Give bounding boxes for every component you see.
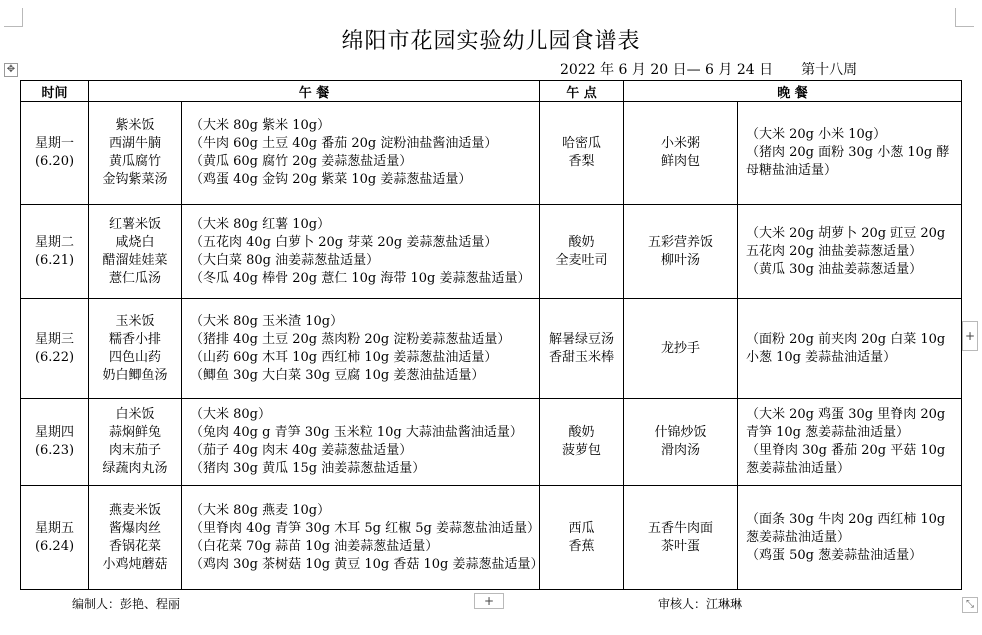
- lunch-details-cell-line: （大米 80g 红薯 10g）: [190, 216, 331, 232]
- lunch-details-cell-line: （猪肉 30g 黄瓜 15g 油姜蒜葱盐适量）: [190, 461, 426, 476]
- lunch-details-cell-line: （山药 60g 木耳 10g 西红柿 10g 姜蒜葱盐油适量）: [190, 349, 498, 365]
- lunch-details-cell-line: （大米 80g 紫米 10g）: [190, 118, 331, 133]
- lunch-details-cell-line: （大白菜 80g 油姜蒜葱盐适量）: [190, 252, 380, 268]
- lunch-dishes-cell-line: 醋溜娃娃菜: [102, 252, 168, 268]
- dinner-dishes-cell-line: 鲜肉包: [660, 154, 700, 169]
- col-header-snack: 午 点: [540, 81, 624, 102]
- lunch-details-cell-line: （黄瓜 60g 腐竹 20g 姜蒜葱盐适量）: [190, 154, 413, 169]
- lunch-details-cell-line: （猪排 40g 土豆 20g 蒸肉粉 20g 淀粉姜蒜葱盐适量）: [190, 331, 511, 347]
- lunch-details-cell-line: （大米 80g 燕麦 10g）: [190, 502, 331, 518]
- lunch-dishes-cell-line: 咸烧白: [115, 234, 155, 250]
- lunch-details-cell-line: （白花菜 70g 蒜苗 10g 油姜蒜葱盐适量）: [190, 538, 439, 554]
- date-label: (6.22): [34, 349, 75, 365]
- snack-cell-line: 香梨: [568, 154, 595, 169]
- snack-cell: [540, 102, 624, 205]
- dinner-dishes-cell: [624, 102, 738, 205]
- lunch-dishes-cell-line: 小鸡炖蘑菇: [102, 556, 168, 572]
- dinner-details-cell-line: （面粉 20g 前夹肉 20g 白菜 10g 小葱 10g 姜蒜盐油适量）: [746, 331, 946, 365]
- reviewer: 审核人：江琳琳: [658, 597, 743, 611]
- lunch-details-cell-line: （鸡蛋 40g 金钩 20g 紫菜 10g 姜蒜葱盐适量）: [190, 172, 472, 187]
- table-row: [21, 205, 962, 299]
- compiler: 编制人：彭艳、程丽: [72, 597, 181, 611]
- day-cell: [21, 205, 89, 299]
- lunch-details-cell-line: （冬瓜 40g 棒骨 20g 薏仁 10g 海带 10g 姜蒜葱盐适量）: [190, 270, 531, 286]
- dinner-details-cell-line: （大米 20g 鸡蛋 30g 里脊肉 20g 青笋 10g 葱姜蒜盐油适量）: [746, 407, 946, 440]
- lunch-dishes-cell: [89, 102, 182, 205]
- lunch-details-cell: [182, 299, 540, 399]
- dinner-dishes-cell-line: 小米粥: [660, 136, 700, 151]
- date-label: (6.20): [34, 154, 75, 169]
- dinner-details-cell: [738, 399, 962, 486]
- lunch-dishes-cell-line: 红薯米饭: [108, 216, 161, 232]
- lunch-dishes-cell-line: 燕麦米饭: [108, 502, 161, 518]
- lunch-dishes-cell-line: 奶白鲫鱼汤: [102, 367, 168, 383]
- add-column-button[interactable]: +: [962, 321, 978, 351]
- date-line: [560, 59, 857, 79]
- lunch-details-cell-line: （兔肉 40g g 青笋 30g 玉米粒 10g 大蒜油盐酱油适量）: [190, 425, 523, 440]
- date-label: (6.23): [34, 443, 75, 458]
- page-title: 绵阳市花园实验幼儿园食谱表: [341, 29, 641, 54]
- day-cell: [21, 399, 89, 486]
- dinner-details-cell-line: （猪肉 20g 面粉 30g 小葱 10g 酵母糖盐油适量）: [746, 145, 950, 178]
- dinner-dishes-cell: [624, 486, 738, 590]
- lunch-details-cell-line: （大米 80g）: [190, 407, 271, 422]
- dinner-details-cell-line: （鸡蛋 50g 葱姜蒜盐油适量）: [746, 547, 923, 563]
- snack-cell-line: 香甜玉米棒: [548, 349, 614, 365]
- dinner-details-cell-line: （大米 20g 小米 10g）: [746, 127, 887, 142]
- col-header-lunch: 午 餐: [89, 81, 540, 102]
- lunch-dishes-cell-line: 玉米饭: [115, 313, 155, 329]
- snack-cell-line: 西瓜: [568, 520, 595, 536]
- snack-cell-line: 解暑绿豆汤: [548, 331, 614, 347]
- dinner-dishes-cell-line: 五彩营养饭: [647, 234, 713, 250]
- weekday-label: 星期一: [34, 136, 74, 151]
- lunch-dishes-cell-line: 薏仁瓜汤: [108, 270, 161, 286]
- snack-cell-line: 酸奶: [568, 425, 595, 440]
- snack-cell-line: 哈密瓜: [561, 136, 601, 151]
- snack-cell: [540, 399, 624, 486]
- weekday-label: 星期三: [34, 331, 74, 347]
- menu-table: [20, 80, 962, 590]
- dinner-details-cell: [738, 205, 962, 299]
- date-label: (6.21): [34, 252, 75, 268]
- dinner-details-cell-line: （面条 30g 牛肉 20g 西红柿 10g 葱姜蒜盐油适量）: [746, 511, 946, 545]
- lunch-details-cell-line: （鸡肉 30g 茶树菇 10g 黄豆 10g 香菇 10g 姜蒜葱盐适量）: [190, 556, 544, 572]
- add-row-button[interactable]: +: [474, 593, 504, 609]
- table-row: [21, 102, 962, 205]
- dinner-details-cell-line: （黄瓜 30g 油盐姜蒜葱适量）: [746, 261, 923, 277]
- lunch-dishes-cell-line: 金钩紫菜汤: [102, 172, 168, 187]
- date-range: 2022 年 6 月 20 日— 6 月 24 日: [560, 62, 774, 78]
- weekday-label: 星期二: [34, 234, 74, 250]
- lunch-dishes-cell: [89, 299, 182, 399]
- dinner-dishes-cell: [624, 205, 738, 299]
- lunch-dishes-cell-line: 肉末茄子: [108, 443, 161, 458]
- table-resize-handle-icon[interactable]: ⤡: [962, 597, 978, 613]
- dinner-dishes-cell: [624, 399, 738, 486]
- dinner-dishes-cell-line: 柳叶汤: [660, 252, 700, 268]
- col-header-dinner: 晚 餐: [624, 81, 962, 102]
- lunch-details-cell: [182, 102, 540, 205]
- snack-cell-line: 菠萝包: [561, 443, 601, 458]
- table-row: [21, 399, 962, 486]
- lunch-dishes-cell-line: 白米饭: [115, 407, 155, 422]
- lunch-dishes-cell-line: 四色山药: [108, 349, 161, 365]
- lunch-details-cell-line: （里脊肉 40g 青笋 30g 木耳 5g 红椒 5g 姜蒜葱盐油适量）: [190, 520, 540, 536]
- lunch-dishes-cell-line: 香锅花菜: [108, 538, 161, 554]
- table-row: [21, 299, 962, 399]
- dinner-details-cell-line: （大米 20g 胡萝卜 20g 豇豆 20g 五花肉 20g 油盐姜蒜葱适量）: [746, 225, 946, 259]
- weekday-label: 星期四: [34, 425, 74, 440]
- lunch-details-cell-line: （茄子 40g 肉末 40g 姜蒜葱盐适量）: [190, 443, 413, 458]
- lunch-details-cell-line: （牛肉 60g 土豆 40g 番茄 20g 淀粉油盐酱油适量）: [190, 136, 498, 151]
- lunch-details-cell-line: （大米 80g 玉米渣 10g）: [190, 313, 344, 329]
- lunch-dishes-cell: [89, 399, 182, 486]
- lunch-dishes-cell-line: 紫米饭: [115, 118, 155, 133]
- lunch-dishes-cell-line: 西湖牛腩: [108, 136, 161, 151]
- snack-cell-line: 酸奶: [568, 234, 595, 250]
- lunch-dishes-cell-line: 蒜焖鲜兔: [108, 425, 161, 440]
- date-label: (6.24): [34, 538, 75, 554]
- dinner-dishes-cell: [624, 299, 738, 399]
- snack-cell-line: 香蕉: [568, 538, 595, 554]
- snack-cell: [540, 486, 624, 590]
- lunch-dishes-cell: [89, 205, 182, 299]
- lunch-dishes-cell: [89, 486, 182, 590]
- dinner-dishes-cell-line: 什锦炒饭: [654, 425, 707, 440]
- day-cell: [21, 486, 89, 590]
- header-row: [21, 81, 962, 102]
- snack-cell: [540, 205, 624, 299]
- lunch-dishes-cell-line: 绿蔬肉丸汤: [102, 461, 168, 476]
- dinner-dishes-cell-line: 茶叶蛋: [660, 538, 700, 554]
- dinner-dishes-cell-line: 滑肉汤: [660, 443, 700, 458]
- dinner-details-cell-line: （里脊肉 30g 番茄 20g 平菇 10g 葱姜蒜盐油适量）: [746, 443, 946, 476]
- dinner-dishes-cell-line: 龙抄手: [660, 340, 700, 356]
- snack-cell: [540, 299, 624, 399]
- dinner-details-cell: [738, 299, 962, 399]
- col-header-time: 时间: [21, 81, 89, 102]
- lunch-details-cell: [182, 205, 540, 299]
- lunch-details-cell: [182, 399, 540, 486]
- dinner-dishes-cell-line: 五香牛肉面: [647, 520, 713, 536]
- lunch-details-cell-line: （五花肉 40g 白萝卜 20g 芽菜 20g 姜蒜葱盐适量）: [190, 234, 498, 250]
- weekday-label: 星期五: [34, 520, 74, 536]
- lunch-details-cell: [182, 486, 544, 590]
- table-row: [21, 486, 962, 590]
- week-number: 第十八周: [801, 62, 858, 78]
- snack-cell-line: 全麦吐司: [555, 252, 608, 268]
- lunch-dishes-cell-line: 糯香小排: [108, 331, 161, 347]
- lunch-dishes-cell-line: 酱爆肉丝: [108, 520, 161, 536]
- dinner-details-cell: [738, 102, 962, 205]
- lunch-dishes-cell-line: 黄瓜腐竹: [108, 154, 161, 169]
- dinner-details-cell: [738, 486, 962, 590]
- day-cell: [21, 102, 89, 205]
- day-cell: [21, 299, 89, 399]
- table-move-handle-icon[interactable]: ✥: [4, 63, 18, 77]
- lunch-details-cell-line: （鲫鱼 30g 大白菜 30g 豆腐 10g 姜葱油盐适量）: [190, 367, 485, 383]
